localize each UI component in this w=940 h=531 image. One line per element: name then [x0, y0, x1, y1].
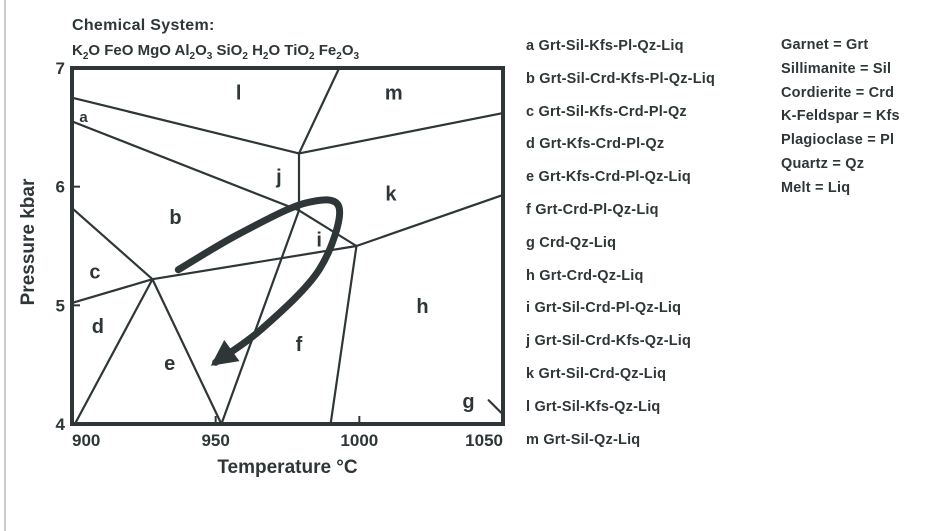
x-tick-label: 1000: [340, 431, 379, 450]
formula-part: Fe: [314, 42, 337, 59]
formula-subscript: 2: [242, 51, 248, 62]
field-label-g: g: [462, 390, 475, 413]
y-tick-label: 7: [55, 59, 65, 78]
legend-item: j Grt-Sil-Crd-Kfs-Qz-Liq: [526, 333, 692, 350]
phase-boundary: [489, 400, 503, 414]
plot-frame: [72, 68, 503, 424]
y-tick-label: 6: [55, 177, 65, 197]
field-label-f: f: [295, 333, 303, 356]
field-label-h: h: [416, 295, 429, 318]
y-axis-title: Pressure kbar: [18, 178, 39, 306]
legend-item: f Grt-Crd-Pl-Qz-Liq: [526, 201, 659, 218]
x-tick-label: 900: [72, 431, 101, 450]
legend-item: h Grt-Crd-Qz-Liq: [526, 267, 644, 284]
formula-subscript: 2: [336, 51, 342, 62]
formula-part: O TiO: [268, 42, 310, 59]
field-label-a: a: [79, 108, 88, 126]
field-label-e: e: [164, 352, 176, 375]
legend-item: k Grt-Sil-Crd-Qz-Liq: [526, 365, 667, 382]
legend-item: b Grt-Sil-Crd-Kfs-Pl-Qz-Liq: [526, 70, 716, 87]
abbreviation-item: Melt = Liq: [781, 179, 851, 196]
field-label-k: k: [385, 183, 397, 206]
formula-subscript: 2: [262, 51, 269, 62]
phase-boundary: [299, 113, 503, 153]
field-label-l: l: [235, 82, 242, 105]
legend-item: d Grt-Kfs-Crd-Pl-Qz: [526, 136, 665, 153]
x-tick-label: 950: [201, 431, 230, 450]
field-label-i: i: [316, 229, 322, 252]
legend-item: g Crd-Qz-Liq: [526, 234, 617, 251]
abbreviation-item: Cordierite = Crd: [781, 84, 895, 101]
phase-boundary: [299, 68, 339, 153]
y-tick-label: 4: [55, 415, 65, 434]
legend-item: l Grt-Sil-Kfs-Qz-Liq: [526, 398, 661, 415]
field-label-b: b: [169, 206, 182, 229]
formula-part: O FeO MgO Al: [88, 42, 190, 59]
formula-subscript: 3: [206, 51, 213, 62]
formula-subscript: 3: [353, 51, 360, 62]
pt-path-arrow: [178, 200, 339, 362]
phase-boundary: [331, 246, 357, 424]
abbreviation-item: Plagioclase = Pl: [781, 132, 895, 149]
legend-item: i Grt-Sil-Crd-Pl-Qz-Liq: [526, 300, 682, 317]
formula-subscript: 2: [82, 51, 89, 62]
field-label-c: c: [89, 261, 101, 284]
field-label-j: j: [276, 166, 282, 189]
formula-part: H: [247, 42, 263, 59]
mineral-abbreviations: [781, 37, 900, 204]
phase-boundary: [356, 195, 503, 246]
formula-part: O: [341, 42, 354, 59]
formula-part: SiO: [212, 42, 243, 59]
abbreviation-item: Quartz = Qz: [781, 155, 865, 172]
x-tick-label: 1050: [465, 431, 503, 450]
field-label-m: m: [384, 82, 403, 105]
legend-item: m Grt-Sil-Qz-Liq: [526, 431, 641, 448]
phase-boundary: [72, 279, 152, 303]
legend-item: a Grt-Sil-Kfs-Pl-Qz-Liq: [526, 38, 684, 54]
phase-boundary: [72, 121, 299, 210]
assemblage-legend: [526, 38, 715, 464]
formula-part: O: [195, 42, 207, 59]
phase-boundary: [152, 279, 221, 424]
abbreviation-item: K-Feldspar = Kfs: [781, 108, 900, 125]
abbreviation-item: Garnet = Grt: [781, 37, 869, 53]
phase-boundary: [221, 210, 299, 424]
formula-subscript: 2: [309, 51, 315, 62]
field-label-d: d: [91, 316, 104, 339]
phase-boundary: [299, 210, 356, 246]
phase-boundary: [72, 208, 152, 279]
abbreviation-item: Sillimanite = Sil: [781, 60, 892, 77]
legend-item: c Grt-Sil-Kfs-Crd-Pl-Qz: [526, 103, 687, 120]
formula-subscript: 2: [189, 51, 196, 62]
legend-item: e Grt-Kfs-Crd-Pl-Qz-Liq: [526, 169, 691, 186]
formula-part: K: [72, 42, 83, 59]
phase-boundary: [75, 279, 153, 424]
y-tick-label: 5: [55, 296, 65, 316]
phase-boundary: [72, 98, 299, 154]
chemical-system-title: Chemical System:: [72, 17, 215, 34]
x-axis-title: Temperature °C: [217, 457, 358, 478]
